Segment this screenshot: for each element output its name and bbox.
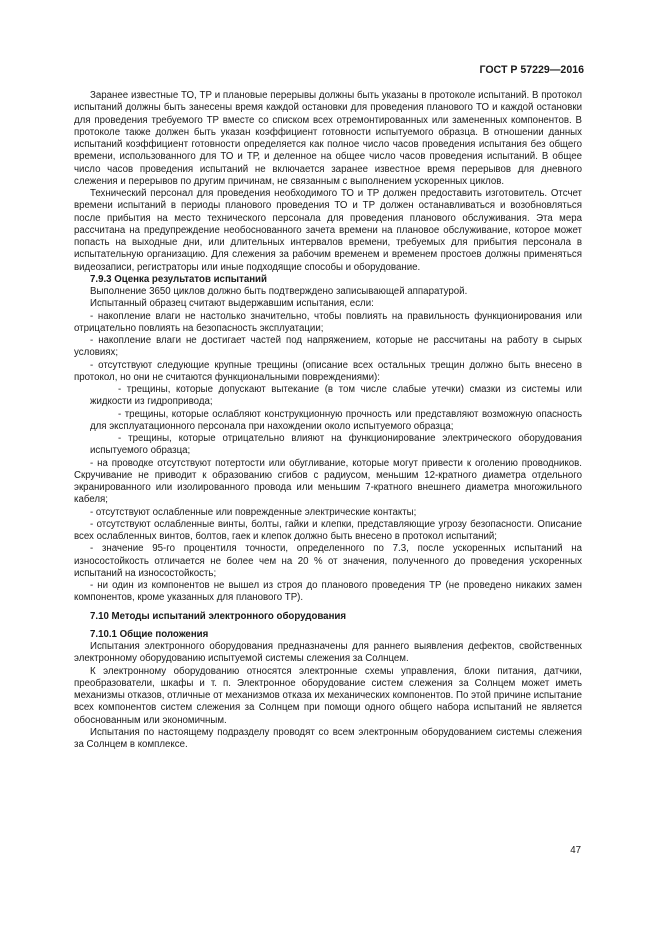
paragraph: Испытанный образец считают выдержавшим испытания, если: — [90, 298, 374, 310]
section-heading-7-10: 7.10 Методы испытаний электронного оборудования — [90, 610, 347, 622]
standard-header: ГОСТ Р 57229—2016 — [479, 64, 584, 76]
document-body — [74, 90, 582, 751]
paragraph: Выполнение 3650 циклов должно быть подтверждено записывающей аппаратурой. — [90, 286, 468, 297]
list-item: - на проводке отсутствуют потертости или обугливание, которые могут привести к оголению проводников. Скручивание не приводит к образованию сгибов с радиусом, меньшим 12-кратного диаметра отдельного экранированного или изолированного провода или меньшим 7-кратного внешнего диаметра многожильного кабеля; — [74, 457, 582, 506]
list-item: - значение 95-го процентиля точности, определенного по 7.3, после ускоренных испытаний на износостойкость отличается не более чем на 20 % от значения, полученного до проведения ускоренных испытаний на износостойкость; — [74, 543, 582, 579]
sub-list-item: - трещины, которые ослабляют конструкционную прочность или представляют возможную опасность для эксплуатационного персонала при нахождении около испытуемого образца; — [90, 408, 582, 432]
sub-list-item: - трещины, которые допускают вытекание (в том числе слабые утечки) смазки из системы или жидкости из гидропривода; — [90, 384, 582, 408]
page-number: 47 — [570, 845, 581, 856]
list-item: - отсутствуют ослабленные винты, болты, гайки и клепки, представляющие угрозу безопасности. Описание всех ослабленных винтов, болтов, гаек и клепок должно быть внесено в протокол испытаний; — [74, 518, 582, 542]
list-item: - отсутствуют следующие крупные трещины (описание всех остальных трещин должно быть внесено в протокол, но они не считаются функциональными повреждениями): — [74, 359, 582, 383]
paragraph: Заранее известные ТО, ТР и плановые перерывы должны быть указаны в протоколе испытаний. В протокол испытаний должны быть занесены время каждой остановки для проведения планового ТО и каждой остановки для проведения требуемого ТР вместе со списком всех отремонтированных или замененных компонентов. В протоколе также должен быть указан коэффициент готовности испытуемого образца. В отношении данных испытаний коэффициент готовности определяется как полное число часов проведения испытания без общего времени, использованного для ТО и ТР, и деленное на общее число часов проведения испытаний. В общее число часов проведения испытаний не включается заранее известное время перерывов для дневного слежения и перерывов по другим причинам, не связанным с выполнением ускоренных циклов. — [74, 90, 582, 187]
paragraph: Технический персонал для проведения необходимого ТО и ТР должен предоставить изготовитель. Отсчет времени испытаний в периоды планового проведения ТО и ТР должен останавливаться и возобновляться после прибытия на место технического персонала для проведения планового обслуживания. Эта мера рассчитана на предупреждение необоснованного зачета времени на плановое обслуживание, которое может попасть на выходные дни, или длительных интервалов времени, требуемых для прибытия персонала в испытательную организацию. Для слежения за рабочим временем и временем простоев должны применяться видеозаписи, регистраторы или иные подходящие способы и оборудование. — [74, 188, 582, 273]
section-heading-7-9-3: 7.9.3 Оценка результатов испытаний — [90, 273, 267, 285]
list-item: - ни один из компонентов не вышел из строя до планового проведения ТР (не проведено никаких замен компонентов, кроме указанных для планового ТР). — [74, 580, 582, 604]
section-heading-7-10-1: 7.10.1 Общие положения — [90, 628, 209, 640]
paragraph: Испытания электронного оборудования предназначены для раннего выявления дефектов, свойственных электронному оборудованию испытуемой системы слежения за Солнцем. — [74, 641, 582, 665]
paragraph: Испытания по настоящему подразделу проводят со всем электронным оборудованием системы слежения за Солнцем в комплексе. — [74, 726, 582, 750]
paragraph: К электронному оборудованию относятся электронные схемы управления, блоки питания, датчики, преобразователи, шкафы и т. п. Электронное оборудование систем слежения за Солнцем может иметь механизмы отказов, отличные от механизмов отказа их механических компонентов. По этой причине испытание всех компонентов систем слежения за Солнцем при помощи одного общего набора испытаний не является обоснованным или экономичным. — [74, 665, 582, 726]
list-item: - накопление влаги не настолько значительно, чтобы повлиять на правильность функционирования или отрицательно повлиять на безопасность эксплуатации; — [74, 310, 582, 334]
list-item: - отсутствуют ослабленные или поврежденные электрические контакты; — [90, 506, 417, 518]
sub-list-item: - трещины, которые отрицательно влияют на функционирование электрического оборудования испытуемого образца; — [90, 433, 582, 457]
list-item: - накопление влаги не достигает частей под напряжением, которые не рассчитаны на работу в сырых условиях; — [74, 335, 582, 359]
